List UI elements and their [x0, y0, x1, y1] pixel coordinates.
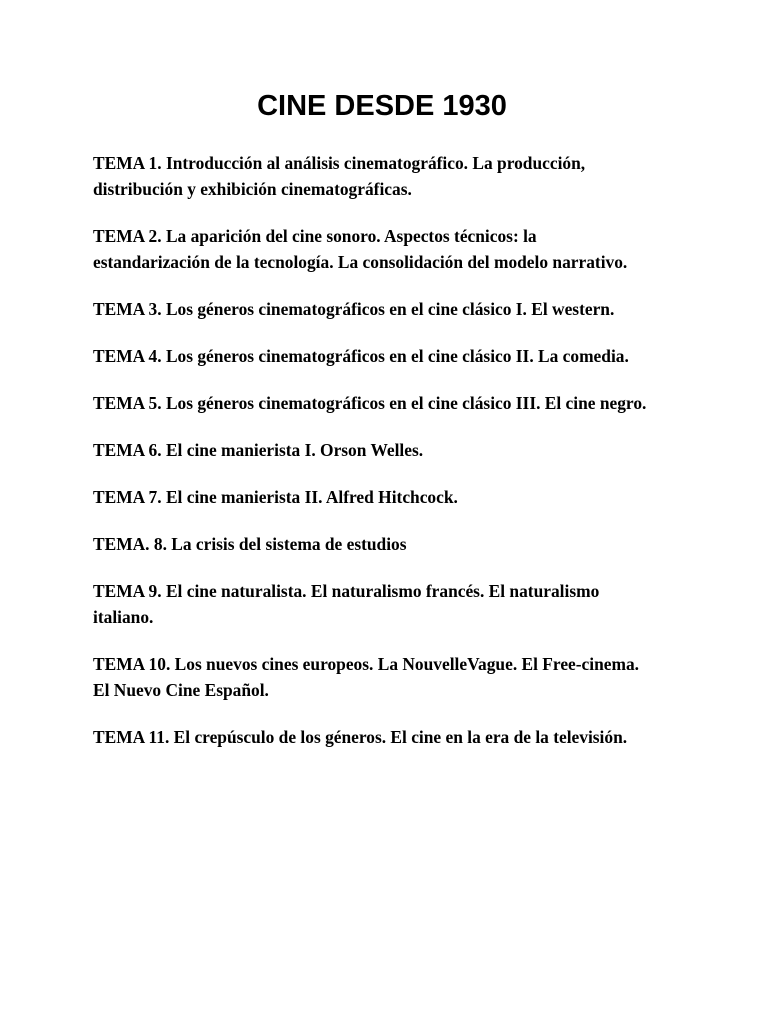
topic-item-9: TEMA 9. El cine naturalista. El naturalismo francés. El naturalismo italiano.	[93, 581, 600, 627]
topic-item-10: TEMA 10. Los nuevos cines europeos. La NouvelleVague. El Free-cinema. El Nuevo Cine Español.	[93, 654, 640, 700]
page-title: CINE DESDE 1930	[257, 90, 507, 122]
topic-item-3: TEMA 3. Los géneros cinematográficos en el cine clásico I. El western.	[93, 299, 615, 319]
topic-item-4: TEMA 4. Los géneros cinematográficos en el cine clásico II. La comedia.	[93, 346, 629, 366]
topic-item-1: TEMA 1. Introducción al análisis cinematográfico. La producción, distribución y exhibición cinematográficas.	[93, 153, 586, 199]
topic-item-11: TEMA 11. El crepúsculo de los géneros. El cine en la era de la televisión.	[93, 727, 628, 747]
topic-item-6: TEMA 6. El cine manierista I. Orson Welles.	[93, 440, 424, 460]
topic-item-7: TEMA 7. El cine manierista II. Alfred Hitchcock.	[93, 487, 458, 507]
topic-list	[93, 150, 653, 771]
topic-item-2: TEMA 2. La aparición del cine sonoro. Aspectos técnicos: la estandarización de la tecnología. La consolidación del modelo narrativo.	[93, 226, 628, 272]
topic-item-8: TEMA. 8. La crisis del sistema de estudios	[93, 534, 407, 554]
topic-item-5: TEMA 5. Los géneros cinematográficos en el cine clásico III. El cine negro.	[93, 393, 647, 413]
